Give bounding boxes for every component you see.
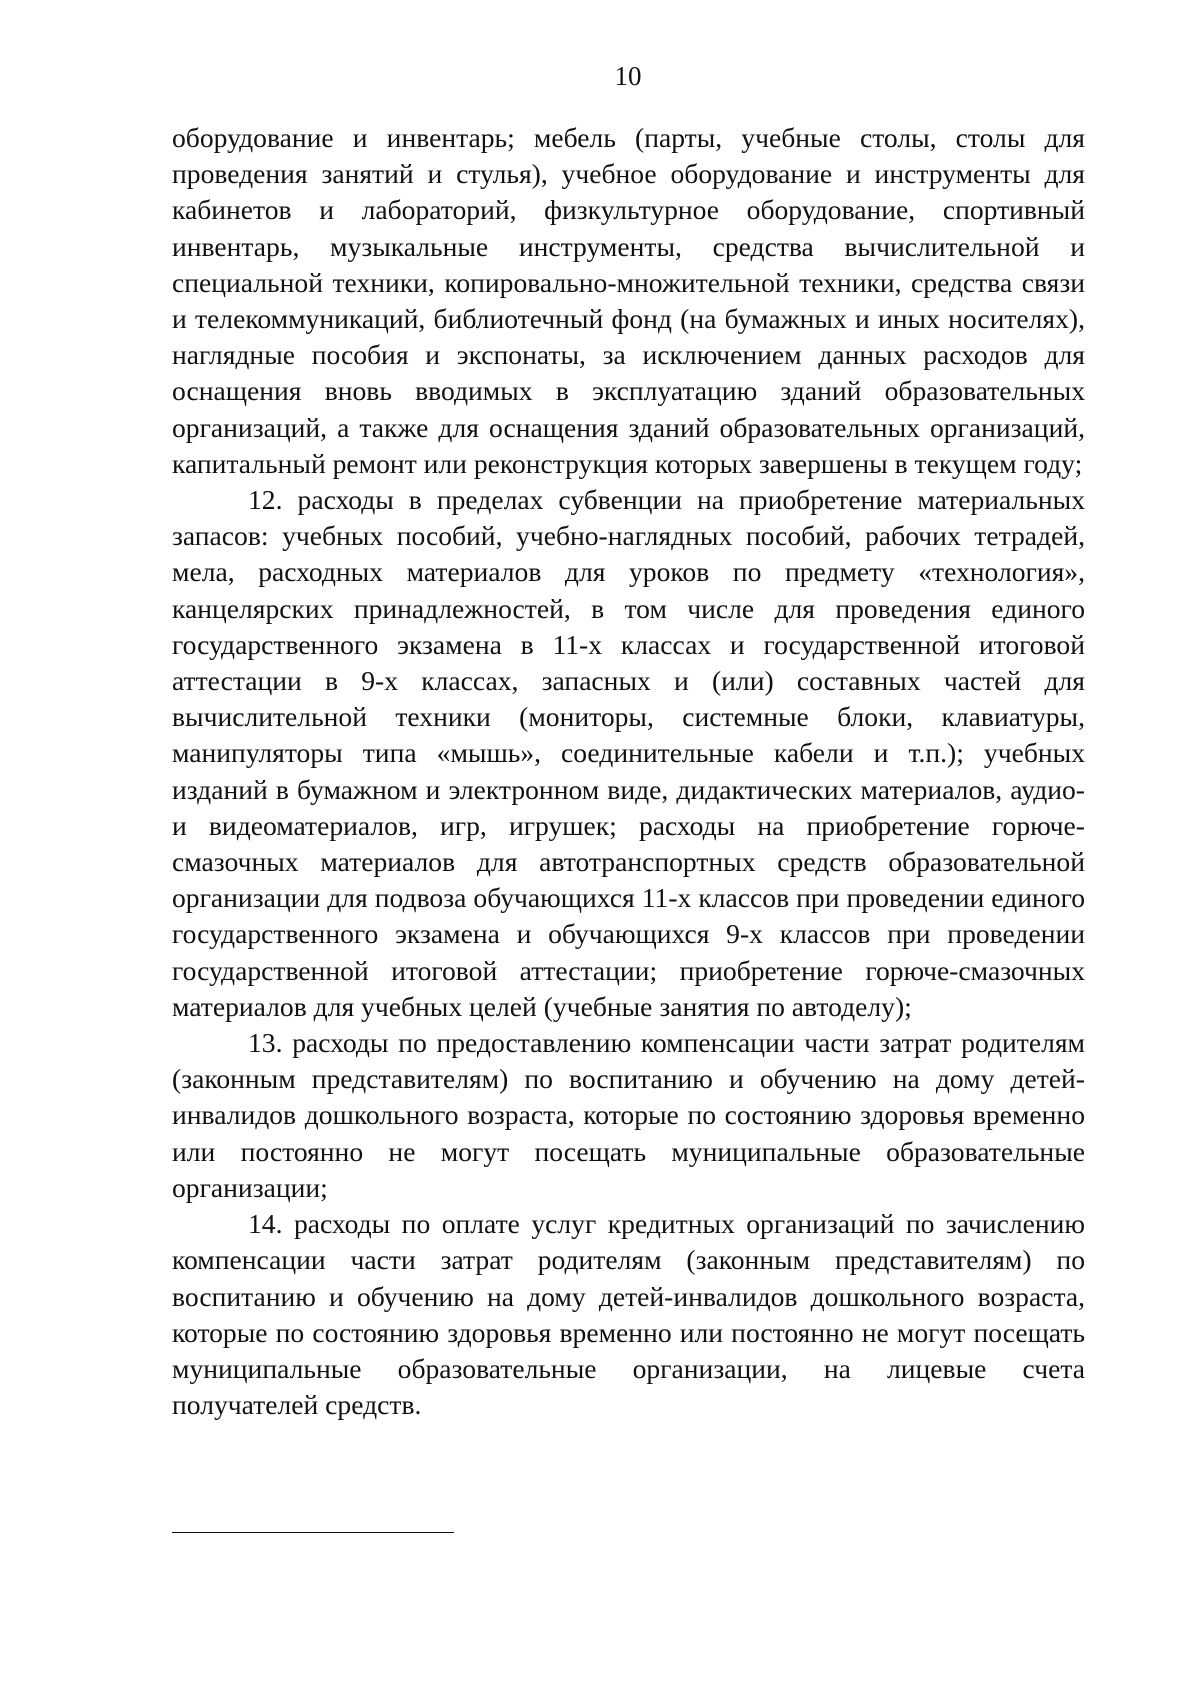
page-number: 10 (614, 61, 642, 91)
paragraph-continuation: оборудование и инвентарь; мебель (парты, учебные столы, столы для проведения занятий и стулья), учебное оборудование и инструменты для кабинетов и лабораторий, физкультурное оборудование, спортивный инвентарь, музыкальные инструменты, средства вычислительной и специальной техники, копировально-множительной техники, средства связи и телекоммуникаций, библиотечный фонд (на бумажных и иных носителях), наглядные пособия и экспонаты, за исключением данных расходов для оснащения вновь вводимых в эксплуатацию зданий образовательных организаций, а также для оснащения зданий образовательных организаций, капитальный ремонт или реконструкция которых завершены в текущем году; (172, 122, 1085, 479)
footnote-separator-line (172, 1532, 454, 1533)
paragraph-item-14: 14. расходы по оплате услуг кредитных организаций по зачислению компенсации части затрат родителям (законным представителям) по воспитанию и обучению на дому детей-инвалидов дошкольного возраста, которые по состоянию здоровья временно или постоянно не могут посещать муниципальные образовательные организации, на лицевые счета получателей средств. (172, 1208, 1085, 1421)
document-body (172, 120, 1085, 1423)
paragraph-item-12: 12. расходы в пределах субвенции на приобретение материальных запасов: учебных пособий, учебно-наглядных пособий, рабочих тетрадей, мела, расходных материалов для уроков по предмету «технология», канцелярских принадлежностей, в том числе для проведения единого государственного экзамена в 11-х классах и государственной итоговой аттестации в 9-х классах, запасных и (или) составных частей для вычислительной техники (мониторы, системные блоки, клавиатуры, манипуляторы типа «мышь», соединительные кабели и т.п.); учебных изданий в бумажном и электронном виде, дидактических материалов, аудио- и видеоматериалов, игр, игрушек; расходы на приобретение горюче-смазочных материалов для автотранспортных средств образовательной организации для подвоза обучающихся 11-х классов при проведении единого государственного экзамена и обучающихся 9-х классов при проведении государственной итоговой аттестации; приобретение горюче-смазочных материалов для учебных целей (учебные занятия по автоделу); (172, 484, 1085, 1022)
paragraph-item-13: 13. расходы по предоставлению компенсации части затрат родителям (законным представителям) по воспитанию и обучению на дому детей-инвалидов дошкольного возраста, которые по состоянию здоровья временно или постоянно не могут посещать муниципальные образовательные организации; (172, 1027, 1085, 1203)
